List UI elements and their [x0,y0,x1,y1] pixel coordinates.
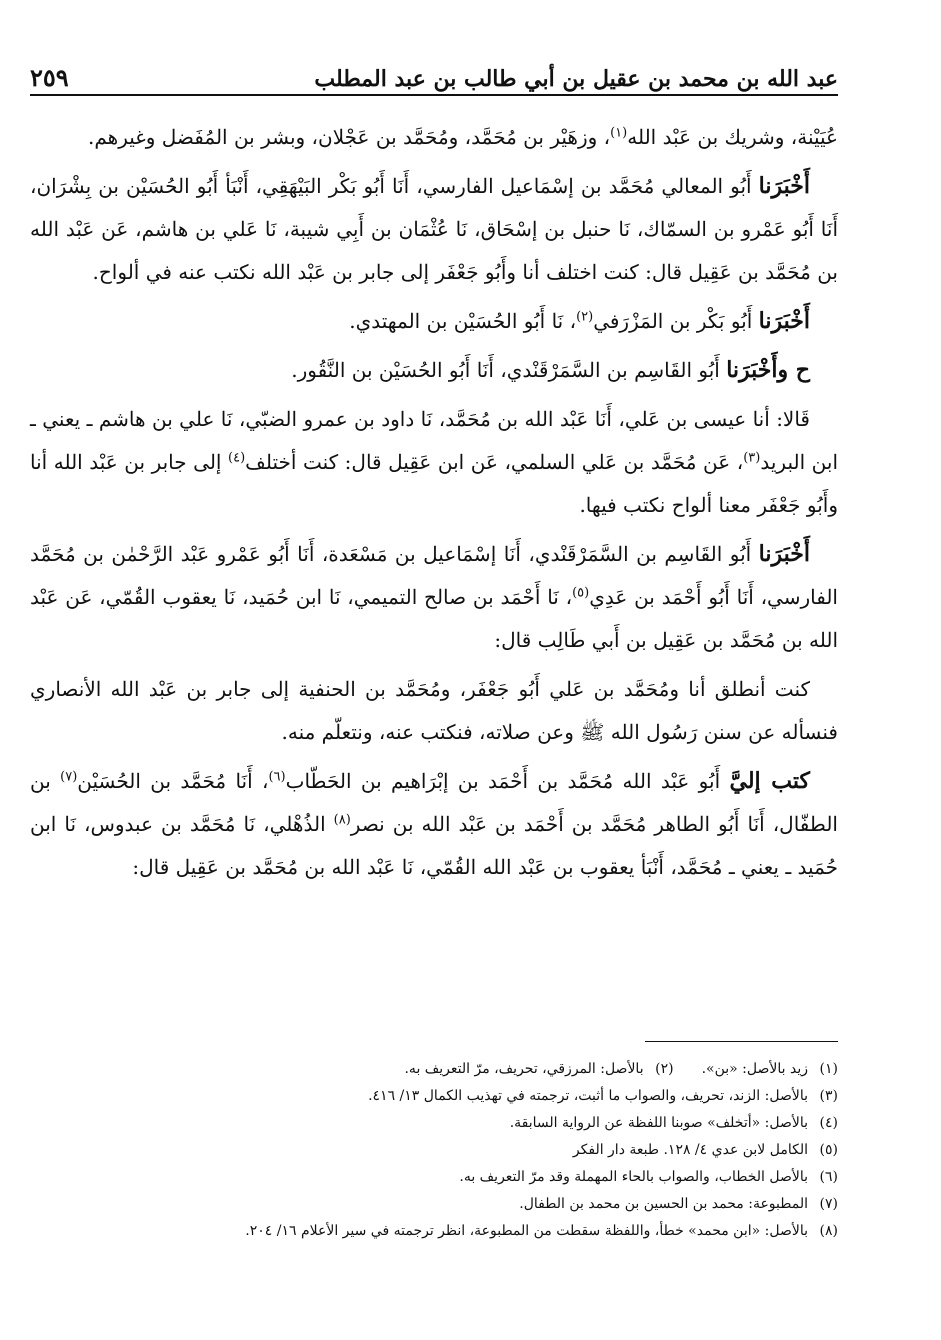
text-run: ، أَنَا مُحَمَّد بن الحُسَيْن [77,769,269,793]
footnote-ref[interactable]: (٧) [60,769,78,785]
text-run: ، وزهَيْر بن مُحَمَّد، ومُحَمَّد بن عَجْلان، وبشر بن المُفَضل وغيرهم. [88,125,611,149]
isnad-lead: ح وأَخْبَرَنا [726,357,810,383]
text-run: الذُهْلي، نَا مُحَمَّد بن عبدوس، نَا ابن حُمَيد ـ يعني ـ مُحَمَّد، أَنْبَأ يعقوب بن عَبْد الله القُمّي، نَا عَبْد الله بن مُحَمَّد بن عَقِيل قال: [30,812,838,879]
running-title: عبد الله بن محمد بن عقيل بن أبي طالب بن عبد المطلب [314,66,838,92]
footnote-ref[interactable]: (٦) [268,769,286,785]
text-run: كنت أنطلق أنا ومُحَمَّد بن عَلي أَبُو جَعْفَر، ومُحَمَّد بن الحنفية إلى جابر بن عَبْد الله الأنصاري فنسأله عن سنن رَسُول الله ﷺ وعن صلاته، فنكتب عنه، ونتعلّم منه. [30,677,838,744]
footnote-rule [645,1041,838,1042]
text-run: أَبُو القَاسِم بن السَّمَرْقَنْدي، أَنَا إسْمَاعيل بن مَسْعَدة، أَنَا أَبُو عَمْرو عَبْد الرَّحْمٰن بن مُحَمَّد الفارسي، أَنَا أَبُو أَحْمَد بن عَدِي [30,542,838,609]
text-run: ، عَن مُحَمَّد بن عَلي السلمي، عَن ابن عَقِيل قال: كنت أختلف [245,450,744,474]
footnotes [30,1056,838,1245]
footnote-ref[interactable]: (٥) [572,585,590,601]
footnote-ref[interactable]: (٢) [576,309,594,325]
footnote-row [30,1056,838,1083]
isnad-lead: أَخْبَرَنا [758,173,810,199]
isnad-lead: أَخْبَرَنا [758,541,810,567]
isnad-lead: أَخْبَرَنا [758,308,810,334]
text-run: أَبُو القَاسِم بن السَّمَرْقَنْدي، أَنَا أَبُو الحُسَيْن بن النَّقُور. [291,358,727,382]
text-run: عُيَيْنة، وشريك بن عَبْد الله [627,125,838,149]
footnote-number: (٦) [819,1169,838,1185]
footnote-text: بالأصل: الزند، تحريف، والصواب ما أثبت، ترجمته في تهذيب الكمال ١٣/ ٤١٦. [368,1088,808,1104]
footnote-item [404,1056,673,1083]
footnote-text: المطبوعة: محمد بن الحسين بن محمد بن الطفال. [519,1196,808,1212]
footnote-row [30,1164,838,1191]
paragraph-1 [30,116,838,159]
paragraph-7 [30,668,838,754]
footnote-number: (٣) [819,1088,838,1104]
main-text [30,116,838,895]
paragraph-4 [30,349,838,392]
text-run: أَبُو عَبْد الله مُحَمَّد بن أَحْمَد بن إبْرَاهيم بن الحَطّاب [285,769,730,793]
paragraph-6 [30,533,838,662]
text-run: أَبُو بَكْر بن المَزْرَفي [593,309,759,333]
text-run: بن الطفّال، أَنَا أَبُو الطاهر مُحَمَّد بن أَحْمَد بن عَبْد الله بن نصر [30,769,838,836]
footnote-number: (٤) [819,1115,838,1131]
paragraph-2 [30,165,838,294]
footnote-ref[interactable]: (٣) [743,450,761,466]
footnote-text: زيد بالأصل: «بن». [701,1061,808,1077]
paragraph-8 [30,760,838,889]
footnote-text: بالأصل الخطاب، والصواب بالحاء المهملة وقد مرّ التعريف به. [459,1169,808,1185]
footnote-ref[interactable]: (٨) [333,812,351,828]
footnote-text: بالأصل: «أتخلف» صوبنا اللفظة عن الرواية السابقة. [509,1115,808,1131]
footnote-item [702,1056,838,1083]
footnote-text: بالأصل: «ابن محمد» خطأ، واللفظة سقطت من المطبوعة، انظر ترجمته في سير الأعلام ١٦/ ٢٠٤. [245,1223,808,1239]
text-run: إلى جابر بن عَبْد الله أنا وأَبُو جَعْفَر معنا ألواح نكتب فيها. [30,450,838,517]
footnote-number: (٥) [819,1142,838,1158]
footnote-row [30,1137,838,1164]
text-run: قَالا: أنا عيسى بن عَلي، أَنَا عَبْد الله بن مُحَمَّد، نَا داود بن عمرو الضبّي، نَا علي بن هاشم ـ يعني ـ ابن البريد [30,407,839,474]
footnote-row [30,1083,838,1110]
footnote-row [30,1191,838,1218]
footnote-number: (١) [819,1061,838,1077]
text-run: ، نَا أَحْمَد بن صالح التميمي، نَا ابن حُمَيد، نَا يعقوب القُمّي، عَن عَبْد الله بن مُحَمَّد بن عَقِيل بن أَبي طَالِب قال: [30,585,838,652]
isnad-lead: كتب إليَّ [729,768,810,794]
footnote-number: (٨) [819,1223,838,1239]
page-header [30,48,838,92]
text-run: ، نَا أَبُو الحُسَيْن بن المهتدي. [349,309,577,333]
footnote-text: الكامل لابن عدي ٤/ ١٢٨. طبعة دار الفكر [572,1142,808,1158]
page-number: ٢٥٩ [30,63,69,92]
paragraph-3 [30,300,838,343]
footnote-ref[interactable]: (١) [610,125,628,141]
footnote-row [30,1218,838,1245]
footnote-number: (٧) [819,1196,838,1212]
footnote-row [30,1110,838,1137]
footnote-ref[interactable]: (٤) [228,450,246,466]
paragraph-5 [30,398,838,527]
footnote-number: (٢) [655,1061,674,1077]
text-run: أَبُو المعالي مُحَمَّد بن إسْمَاعيل الفارسي، أَنَا أَبُو بَكْر البَيْهَقِي، أَنْبَأ أَبُو الحُسَيْن بن بِشْرَان، أَنَا أَبُو عَمْرو بن السمّاك، نَا حنبل بن إسْحَاق، نَا عُثْمَان بن أَبِي شيبة، نَا عَلي بن هاشم، عَن عَبْد الله بن مُحَمَّد بن عَقِيل قال: كنت اختلف أنا وأَبُو جَعْفَر إلى جابر بن عَبْد الله نكتب عنه في ألواح. [30,174,838,284]
header-rule [30,94,838,96]
footnote-text: بالأصل: المرزقي، تحريف، مرّ التعريف به. [404,1061,644,1077]
